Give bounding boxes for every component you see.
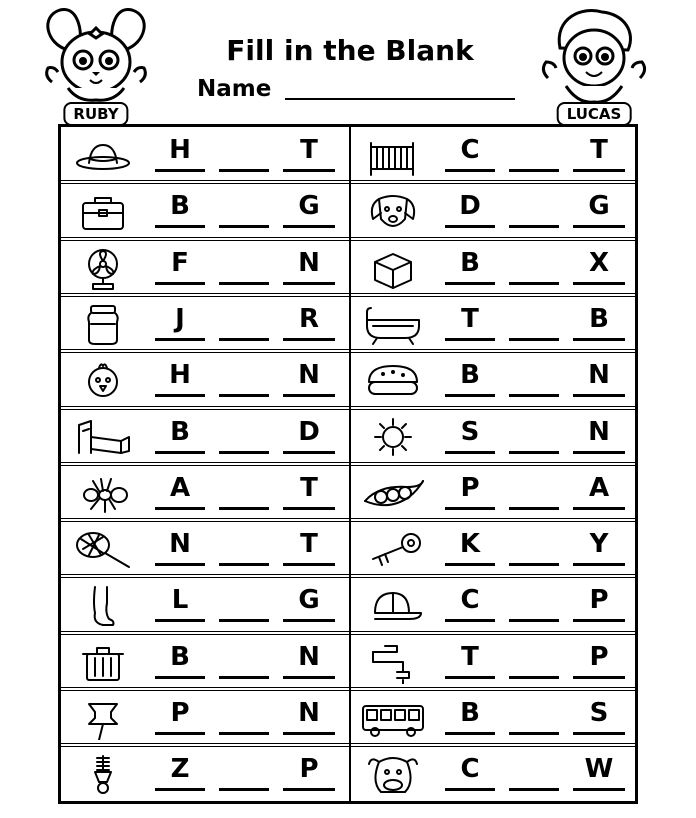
- blank-letter-line[interactable]: [219, 507, 269, 510]
- blank-letter-line[interactable]: [219, 619, 269, 622]
- blank-letter-line[interactable]: [509, 619, 559, 622]
- bathtub-icon: [359, 302, 427, 346]
- word-cell-left: [61, 127, 349, 183]
- last-letter: B: [589, 303, 609, 334]
- word-cell-right: [351, 634, 639, 690]
- blank-letter-line[interactable]: [509, 676, 559, 679]
- box-icon: [359, 246, 427, 290]
- blank-letter-line[interactable]: [509, 394, 559, 397]
- first-letter: N: [169, 529, 191, 560]
- letter-underline: [573, 451, 625, 454]
- letter-underline: [573, 394, 625, 397]
- first-letter: S: [460, 416, 480, 447]
- leg-icon: [69, 583, 137, 627]
- first-letter: K: [459, 529, 481, 560]
- first-letter: J: [175, 303, 185, 334]
- net-icon: [69, 527, 137, 571]
- letter-underline: [573, 563, 625, 566]
- first-letter: B: [460, 247, 480, 278]
- word-cell-left: [61, 409, 349, 465]
- tap-icon: [359, 640, 427, 684]
- letter-underline: [283, 338, 335, 341]
- ant-icon: [69, 471, 137, 515]
- letter-underline: [283, 732, 335, 735]
- blank-letter-line[interactable]: [509, 563, 559, 566]
- worksheet-row: [61, 465, 635, 521]
- bun-icon: [359, 358, 427, 402]
- word-cell-left: [61, 577, 349, 633]
- letter-underline: [445, 282, 495, 285]
- word-cell-right: [351, 127, 639, 183]
- letter-underline: [445, 338, 495, 341]
- blank-letter-line[interactable]: [219, 169, 269, 172]
- first-letter: B: [170, 416, 190, 447]
- zipper-icon: [69, 752, 137, 796]
- first-letter: C: [460, 135, 480, 165]
- last-letter: G: [298, 585, 320, 616]
- last-letter: N: [298, 698, 320, 728]
- word-cell-right: [351, 240, 639, 296]
- word-cell-left: [61, 634, 349, 690]
- letter-underline: [283, 225, 335, 228]
- last-letter: S: [589, 698, 609, 728]
- first-letter: B: [460, 360, 480, 391]
- last-letter: R: [298, 303, 320, 334]
- letter-underline: [283, 394, 335, 397]
- letter-underline: [155, 507, 205, 510]
- letter-underline: [155, 619, 205, 622]
- letter-underline: [155, 225, 205, 228]
- worksheet-row: [61, 577, 635, 633]
- first-letter: B: [170, 641, 190, 672]
- first-letter: B: [460, 698, 480, 728]
- letter-underline: [283, 788, 335, 791]
- worksheet-row: [61, 634, 635, 690]
- last-letter: N: [588, 416, 610, 447]
- first-letter: D: [459, 191, 481, 222]
- letter-underline: [155, 282, 205, 285]
- letter-underline: [445, 619, 495, 622]
- letter-underline: [445, 507, 495, 510]
- letter-underline: [573, 169, 625, 172]
- cow-icon: [359, 752, 427, 796]
- letter-underline: [445, 451, 495, 454]
- fan-icon: [69, 246, 137, 290]
- worksheet-row: [61, 521, 635, 577]
- letter-underline: [283, 282, 335, 285]
- word-cell-right: [351, 352, 639, 408]
- worksheet-row: [61, 690, 635, 746]
- first-letter: A: [169, 472, 191, 503]
- letter-underline: [573, 732, 625, 735]
- word-cell-left: [61, 240, 349, 296]
- ruby-name-tag: RUBY: [63, 102, 128, 126]
- blank-letter-line[interactable]: [219, 394, 269, 397]
- last-letter: N: [298, 641, 320, 672]
- word-cell-right: [351, 746, 639, 802]
- first-letter: Z: [170, 754, 190, 785]
- blank-letter-line[interactable]: [219, 225, 269, 228]
- last-letter: G: [588, 191, 610, 222]
- letter-underline: [445, 788, 495, 791]
- pea-pod-icon: [359, 471, 427, 515]
- last-letter: A: [588, 472, 610, 503]
- jar-icon: [69, 302, 137, 346]
- worksheet-row: [61, 127, 635, 183]
- worksheet-row: [61, 240, 635, 296]
- hat-icon: [69, 133, 137, 177]
- word-cell-left: [61, 521, 349, 577]
- letter-underline: [445, 563, 495, 566]
- letter-underline: [573, 507, 625, 510]
- blank-letter-line[interactable]: [219, 676, 269, 679]
- blank-letter-line[interactable]: [509, 225, 559, 228]
- letter-underline: [155, 338, 205, 341]
- letter-underline: [155, 394, 205, 397]
- letter-underline: [573, 619, 625, 622]
- blank-letter-line[interactable]: [509, 732, 559, 735]
- first-letter: H: [169, 360, 191, 391]
- letter-underline: [283, 676, 335, 679]
- dog-icon: [359, 189, 427, 233]
- boy-character-icon: [536, 4, 652, 114]
- bed-icon: [69, 415, 137, 459]
- last-letter: D: [298, 416, 320, 447]
- first-letter: B: [170, 191, 190, 222]
- letter-underline: [155, 788, 205, 791]
- first-letter: T: [461, 641, 479, 672]
- worksheet-grid: [58, 124, 638, 804]
- worksheet-title: Fill in the Blank: [226, 34, 474, 67]
- bag-icon: [69, 189, 137, 233]
- letter-underline: [155, 732, 205, 735]
- worksheet-row: [61, 409, 635, 465]
- letter-underline: [155, 451, 205, 454]
- name-label: Name: [197, 76, 272, 102]
- worksheet-row: [61, 183, 635, 239]
- word-cell-right: [351, 183, 639, 239]
- word-cell-right: [351, 690, 639, 746]
- pushpin-icon: [69, 696, 137, 740]
- lucas-name-tag: LUCAS: [557, 102, 632, 126]
- key-icon: [359, 527, 427, 571]
- worksheet-row: [61, 296, 635, 352]
- letter-underline: [573, 282, 625, 285]
- worksheet-row: [61, 352, 635, 408]
- name-write-line[interactable]: [285, 98, 515, 100]
- first-letter: T: [461, 303, 479, 334]
- letter-underline: [283, 507, 335, 510]
- letter-underline: [155, 169, 205, 172]
- first-letter: P: [460, 472, 480, 503]
- blank-letter-line[interactable]: [219, 732, 269, 735]
- word-cell-left: [61, 746, 349, 802]
- first-letter: F: [171, 247, 189, 278]
- word-cell-left: [61, 183, 349, 239]
- letter-underline: [283, 619, 335, 622]
- bus-icon: [359, 696, 427, 740]
- letter-underline: [445, 732, 495, 735]
- worksheet-row: [61, 746, 635, 802]
- cap-icon: [359, 583, 427, 627]
- last-letter: T: [590, 135, 608, 165]
- letter-underline: [283, 563, 335, 566]
- blank-letter-line[interactable]: [219, 282, 269, 285]
- letter-underline: [155, 563, 205, 566]
- blank-letter-line[interactable]: [219, 788, 269, 791]
- letter-underline: [445, 394, 495, 397]
- letter-underline: [445, 169, 495, 172]
- word-cell-left: [61, 465, 349, 521]
- letter-underline: [573, 676, 625, 679]
- ruby-mascot: [38, 4, 154, 130]
- blank-letter-line[interactable]: [219, 563, 269, 566]
- letter-underline: [283, 169, 335, 172]
- bunny-character-icon: [38, 4, 154, 114]
- blank-letter-line[interactable]: [509, 507, 559, 510]
- last-letter: P: [299, 754, 319, 785]
- last-letter: Y: [589, 529, 609, 560]
- last-letter: P: [589, 641, 609, 672]
- first-letter: L: [171, 585, 189, 616]
- word-cell-left: [61, 352, 349, 408]
- trash-bin-icon: [69, 640, 137, 684]
- sun-icon: [359, 415, 427, 459]
- first-letter: H: [169, 135, 191, 165]
- lucas-mascot: [536, 4, 652, 130]
- blank-letter-line[interactable]: [219, 338, 269, 341]
- word-cell-left: [61, 296, 349, 352]
- last-letter: N: [298, 360, 320, 391]
- cot-icon: [359, 133, 427, 177]
- last-letter: T: [300, 472, 318, 503]
- letter-underline: [573, 225, 625, 228]
- word-cell-right: [351, 296, 639, 352]
- letter-underline: [573, 338, 625, 341]
- last-letter: G: [298, 191, 320, 222]
- blank-letter-line[interactable]: [509, 338, 559, 341]
- letter-underline: [445, 225, 495, 228]
- letter-underline: [445, 676, 495, 679]
- letter-underline: [573, 788, 625, 791]
- word-cell-right: [351, 577, 639, 633]
- blank-letter-line[interactable]: [509, 451, 559, 454]
- letter-underline: [283, 451, 335, 454]
- first-letter: P: [170, 698, 190, 728]
- blank-letter-line[interactable]: [509, 788, 559, 791]
- letter-underline: [155, 676, 205, 679]
- word-cell-left: [61, 690, 349, 746]
- last-letter: T: [300, 529, 318, 560]
- word-cell-right: [351, 409, 639, 465]
- first-letter: C: [460, 585, 480, 616]
- last-letter: W: [584, 754, 614, 785]
- blank-letter-line[interactable]: [509, 282, 559, 285]
- blank-letter-line[interactable]: [219, 451, 269, 454]
- last-letter: N: [298, 247, 320, 278]
- blank-letter-line[interactable]: [509, 169, 559, 172]
- hen-icon: [69, 358, 137, 402]
- first-letter: C: [460, 754, 480, 785]
- last-letter: X: [588, 247, 610, 278]
- word-cell-right: [351, 465, 639, 521]
- last-letter: P: [589, 585, 609, 616]
- word-cell-right: [351, 521, 639, 577]
- last-letter: T: [300, 135, 318, 165]
- last-letter: N: [588, 360, 610, 391]
